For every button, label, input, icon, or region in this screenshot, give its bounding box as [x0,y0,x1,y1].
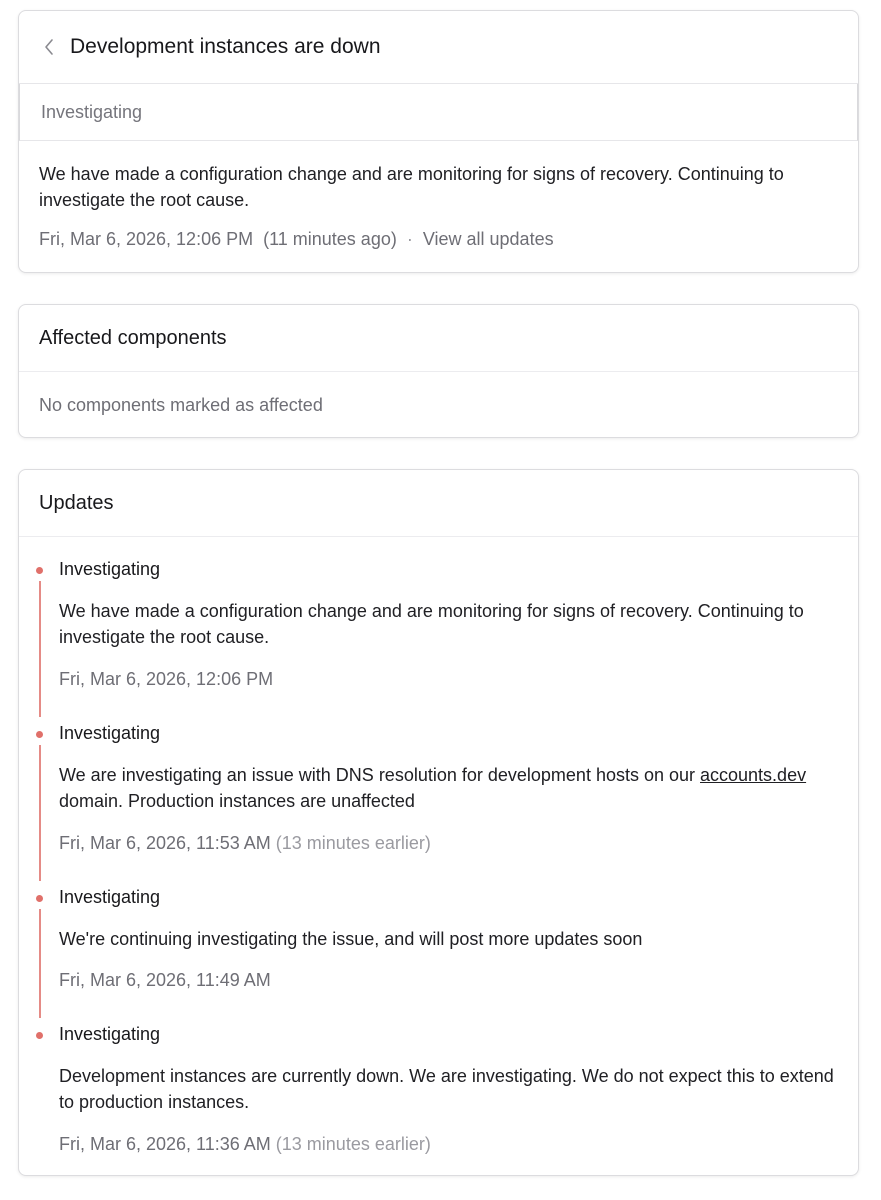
update-timestamp [59,970,271,991]
update-text: We're continuing investigating the issue, and will post more updates soon [59,929,643,949]
update-timestamp [59,1134,431,1155]
update-time: Fri, Mar 6, 2026, 11:36 AM [59,1134,271,1154]
timeline-line [39,581,41,717]
update-status: Investigating [59,887,161,907]
affected-components-heading: Affected components [19,305,858,372]
incident-title: Development instances are down [70,35,381,58]
affected-components-card [18,304,859,438]
update-relative-time: (13 minutes earlier) [275,833,431,853]
updates-heading: Updates [19,470,858,537]
update-text: We have made a configuration change and are monitoring for signs of recovery. Continuing to investigate the root cause. [59,601,804,647]
update-timestamp [59,669,273,690]
timeline-dot [36,567,43,574]
affected-components-empty: No components marked as affected [39,394,323,415]
incident-status: Investigating [19,84,858,141]
update-text-part: domain. Production instances are unaffected [59,791,415,811]
timeline-line [39,745,41,881]
incident-header [19,11,858,84]
timeline-dot [36,895,43,902]
timeline-dot [36,1032,43,1039]
incident-relative-time: (11 minutes ago) [263,229,397,249]
update-time: Fri, Mar 6, 2026, 11:53 AM [59,833,271,853]
update-relative-time: (13 minutes earlier) [275,1134,431,1154]
accounts-dev-link[interactable]: accounts.dev [700,765,807,785]
meta-separator: · [406,229,413,249]
timeline-line [39,909,41,1018]
update-time: Fri, Mar 6, 2026, 11:49 AM [59,970,271,990]
update-time: Fri, Mar 6, 2026, 12:06 PM [59,669,274,689]
update-text: Development instances are currently down. We are investigating. We do not expect this to extend to production instances. [59,1066,834,1112]
incident-timestamp: Fri, Mar 6, 2026, 12:06 PM [39,229,254,249]
chevron-left-icon[interactable] [39,37,59,57]
update-status: Investigating [59,723,161,743]
update-text-part: We are investigating an issue with DNS resolution for development hosts on our [59,765,701,785]
update-status: Investigating [59,559,161,579]
incident-card [18,10,859,273]
update-status: Investigating [59,1024,161,1044]
updates-card [18,469,859,1176]
view-all-updates-link[interactable]: View all updates [422,229,554,249]
update-text [59,762,849,814]
incident-message: We have made a configuration change and are monitoring for signs of recovery. Continuing to investigate the root cause. [39,164,784,210]
update-timestamp [59,833,431,854]
timeline-dot [36,731,43,738]
incident-meta [19,213,858,250]
